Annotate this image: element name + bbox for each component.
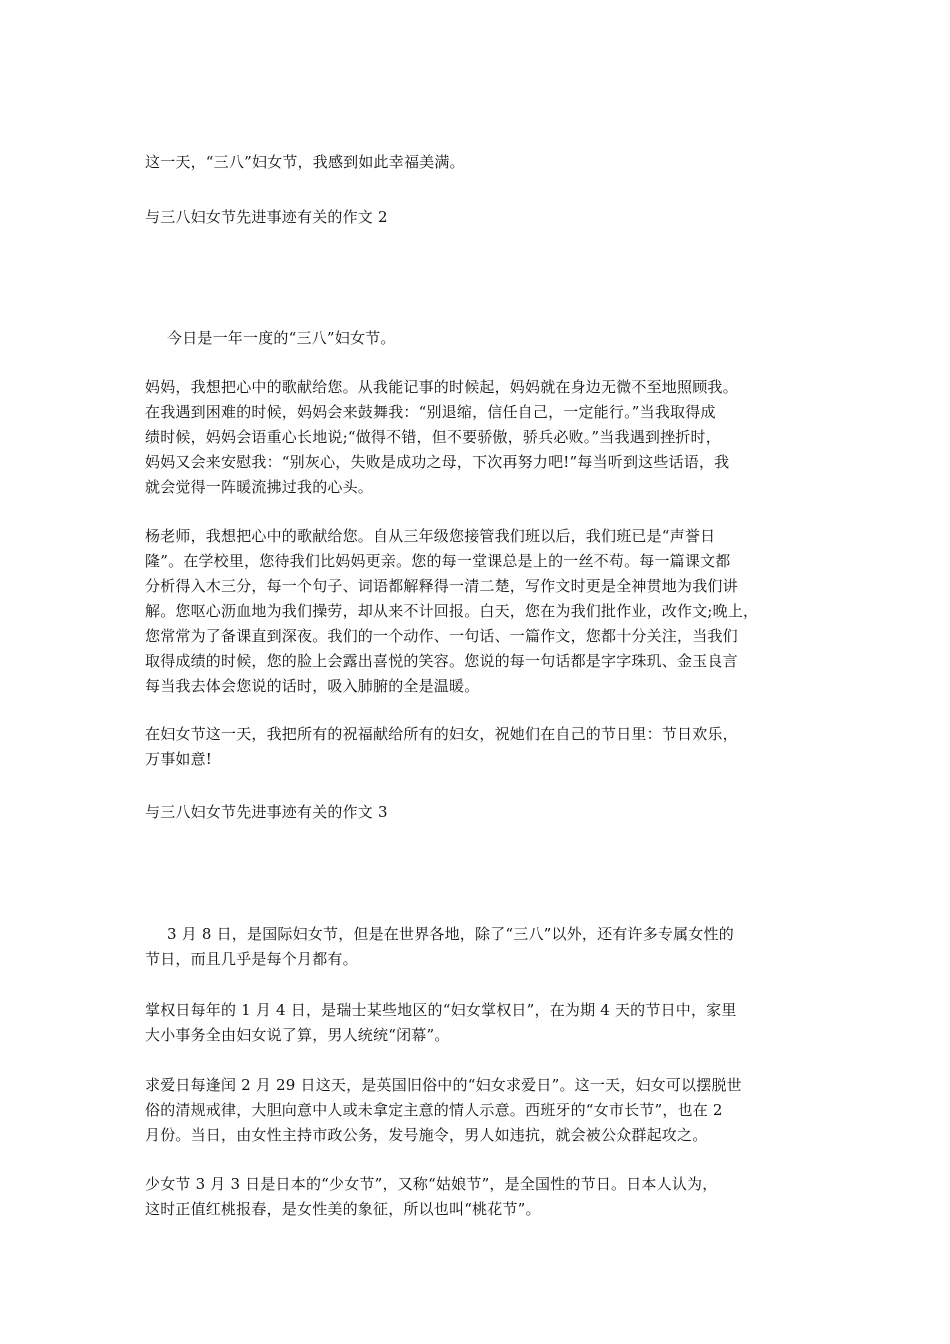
text-line: 俗的清规戒律，大胆向意中人或未拿定主意的情人示意。西班牙的“女市长节”，也在 2 [145,1101,723,1119]
text-line: 这一天，“三八”妇女节，我感到如此幸福美满。 [145,153,465,171]
text-line: 隆”。在学校里，您待我们比妈妈更亲。您的每一堂课总是上的一丝不苟。每一篇课文都 [145,552,731,570]
text-line: 绩时候，妈妈会语重心长地说;“做得不错，但不要骄傲，骄兵必败。”当我遇到挫折时， [145,428,721,446]
text-line: 3 月 8 日，是国际妇女节，但是在世界各地，除了“三八”以外，还有许多专属女性的 [167,925,734,943]
paragraph-blessing [145,722,825,772]
text-line: 在妇女节这一天，我把所有的祝福献给所有的妇女，祝她们在自己的节日里：节日欢乐， [145,725,738,743]
heading-text: 与三八妇女节先进事迹有关的作文 2 [145,208,388,226]
text-line: 求爱日每逢闰 2 月 29 日这天，是英国旧俗中的“妇女求爱日”。这一天，妇女可以摆脱世 [145,1076,742,1094]
paragraph-closing-line [145,150,825,175]
text-line: 取得成绩的时候，您的脸上会露出喜悦的笑容。您说的每一句话都是字字珠玑、金玉良言 [145,652,738,670]
text-line: 月份。当日，由女性主持市政公务，发号施令，男人如违抗，就会被公众群起攻之。 [145,1126,708,1144]
text-line: 就会觉得一阵暖流拂过我的心头。 [145,478,374,496]
text-line: 节日，而且几乎是每个月都有。 [145,950,358,968]
paragraph-power-day [145,998,825,1048]
essay-heading-2 [145,205,825,230]
paragraph-courtship-day [145,1073,825,1148]
text-line: 解。您呕心沥血地为我们操劳，却从来不计回报。白天，您在为我们批作业，改作文;晚上， [145,602,759,620]
text-line: 妈妈，我想把心中的歌献给您。从我能记事的时候起，妈妈就在身边无微不至地照顾我。 [145,378,738,396]
text-line: 妈妈又会来安慰我：“别灰心，失败是成功之母，下次再努力吧!”每当听到这些话语，我 [145,453,730,471]
text-line: 今日是一年一度的“三八”妇女节。 [167,329,396,347]
paragraph-intro [145,326,847,351]
essay-heading-3 [145,800,825,825]
paragraph-mother [145,375,825,500]
paragraph-march-8 [145,922,847,972]
text-line: 分析得入木三分，每一个句子、词语都解释得一清二楚，写作文时更是全神贯地为我们讲 [145,577,738,595]
heading-text: 与三八妇女节先进事迹有关的作文 3 [145,803,388,821]
text-line: 大小事务全由妇女说了算，男人统统“闭幕”。 [145,1026,450,1044]
text-line: 您常常为了备课直到深夜。我们的一个动作、一句话、一篇作文，您都十分关注，当我们 [145,627,738,645]
paragraph-teacher [145,524,825,699]
text-line: 少女节 3 月 3 日是日本的“少女节”，又称“姑娘节”，是全国性的节日。日本人认为， [145,1175,718,1193]
text-line: 杨老师，我想把心中的歌献给您。自从三年级您接管我们班以后，我们班已是“声誉日 [145,527,716,545]
text-line: 这时正值红桃报春，是女性美的象征，所以也叫“桃花节”。 [145,1200,541,1218]
text-line: 在我遇到困难的时候，妈妈会来鼓舞我：“别退缩，信任自己，一定能行。”当我取得成 [145,403,716,421]
text-line: 掌权日每年的 1 月 4 日，是瑞士某些地区的“妇女掌权日”，在为期 4 天的节日中，家里 [145,1001,737,1019]
text-line: 每当我去体会您说的话时，吸入肺腑的全是温暖。 [145,677,480,695]
paragraph-girls-day [145,1172,825,1222]
text-line: 万事如意! [145,750,213,768]
